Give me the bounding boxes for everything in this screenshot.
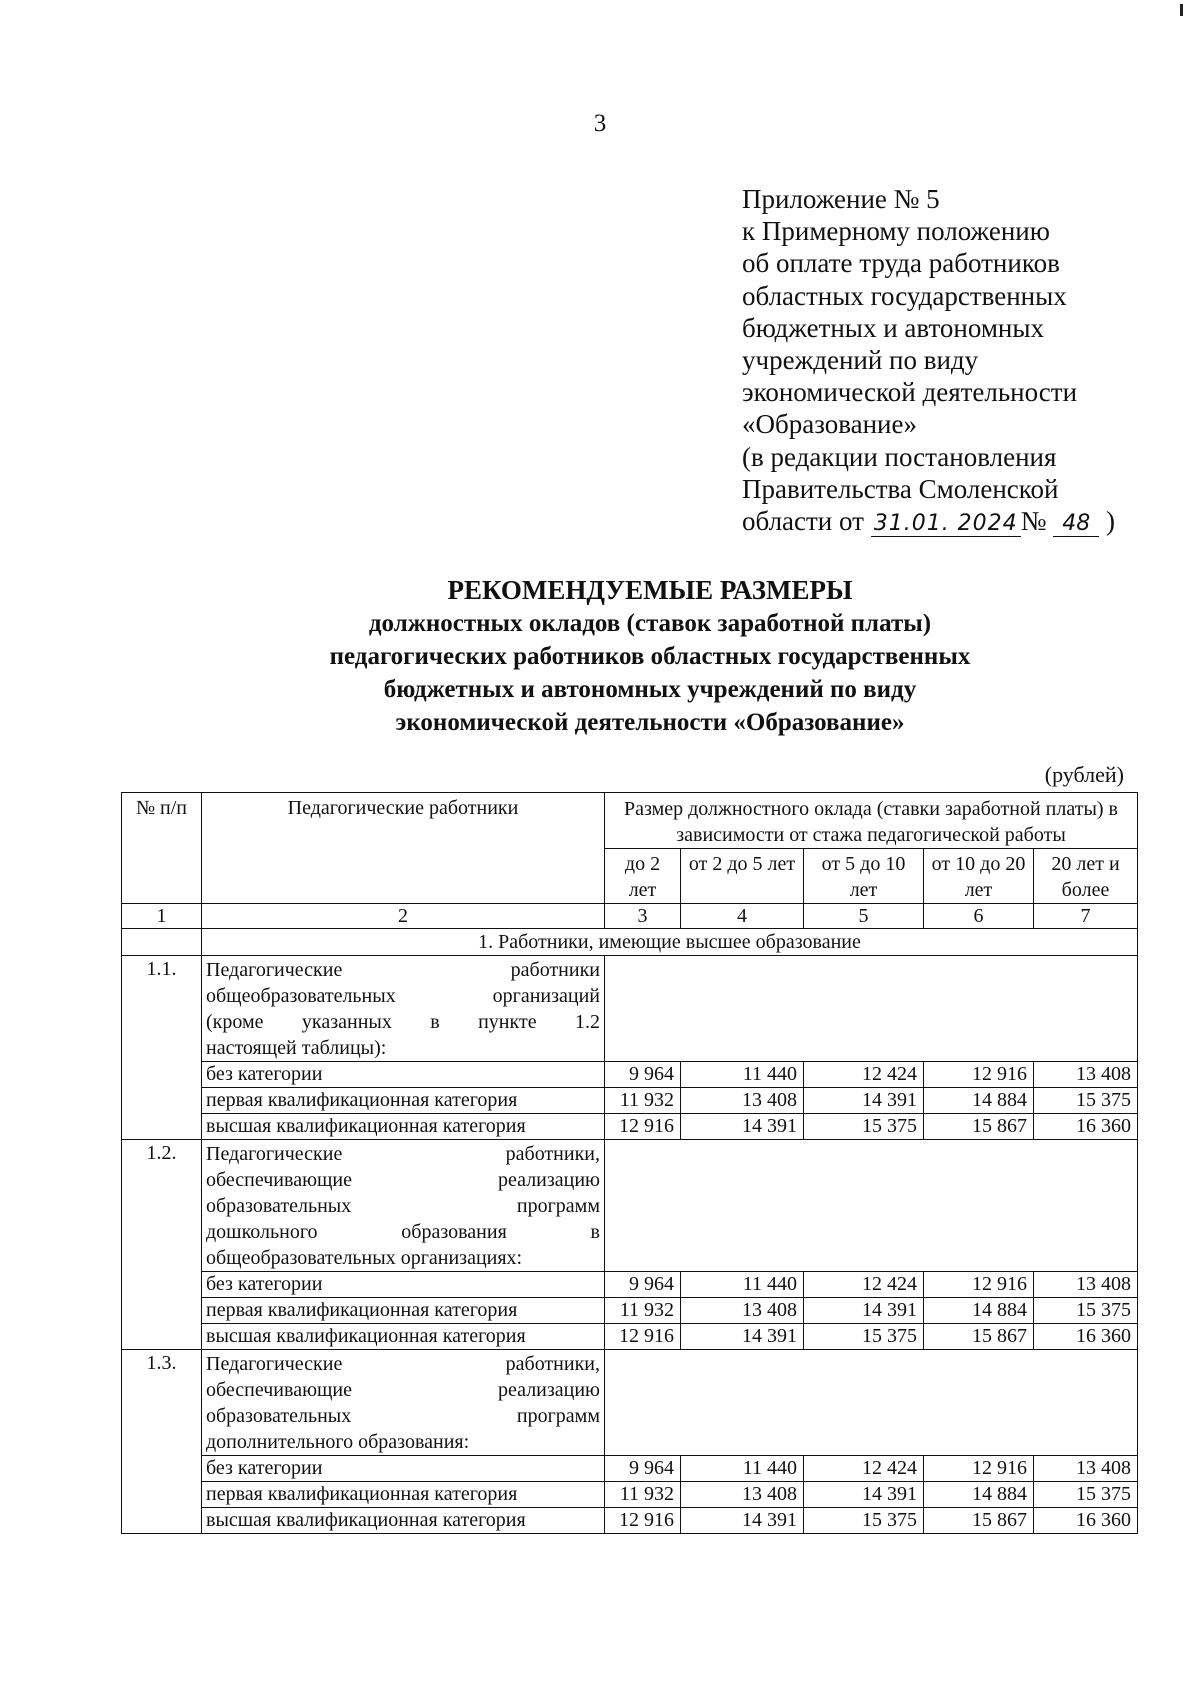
appendix-line: экономической деятельности (742, 377, 1078, 408)
salary-value-cell: 16 360 (1034, 1508, 1138, 1534)
page-number: 3 (593, 110, 607, 137)
appendix-line: учреждений по виду (742, 345, 979, 376)
group-label-line: обеспечивающие реализацию (206, 1379, 600, 1401)
salary-value-cell: 14 391 (681, 1508, 804, 1534)
closing-paren: ) (1105, 506, 1115, 537)
salary-value-cell: 14 391 (804, 1482, 924, 1508)
group-label-line: Педагогические работники (206, 959, 600, 981)
group-label (202, 956, 605, 1062)
salary-value-cell: 12 424 (804, 1272, 924, 1298)
category-cell: первая квалификационная категория (202, 1298, 605, 1324)
salary-value-cell: 11 932 (605, 1482, 681, 1508)
salary-value-cell: 15 375 (804, 1114, 924, 1140)
column-number: 5 (804, 904, 924, 929)
salary-value-cell: 14 884 (924, 1482, 1034, 1508)
salary-value-cell: 12 424 (804, 1062, 924, 1088)
header-experience: до 2 лет (605, 849, 681, 904)
group-label-line: дополнительного образования: (206, 1431, 470, 1453)
appendix-line: об оплате труда работников (742, 248, 1060, 279)
group-label-line: дошкольного образования в (206, 1221, 600, 1243)
salary-value-cell: 11 932 (605, 1298, 681, 1324)
salary-value-cell: 15 375 (1034, 1482, 1138, 1508)
salary-value-cell: 15 867 (924, 1114, 1034, 1140)
table-row (122, 1324, 1138, 1350)
header-workers: Педагогические работники (202, 793, 605, 904)
column-number: 3 (605, 904, 681, 929)
salary-value-cell: 9 964 (605, 1062, 681, 1088)
appendix-line: Правительства Смоленской (742, 473, 1059, 504)
handwritten-number: 48 (1053, 512, 1099, 537)
salary-value-cell: 13 408 (681, 1482, 804, 1508)
salary-value-cell: 12 916 (924, 1062, 1034, 1088)
table-row (122, 1482, 1138, 1508)
category-cell: высшая квалификационная категория (202, 1324, 605, 1350)
appendix-line: Приложение № 5 (742, 184, 940, 214)
header-experience: от 10 до 20 лет (924, 849, 1034, 904)
group-label-line: обеспечивающие реализацию (206, 1169, 600, 1191)
category-cell: без категории (202, 1456, 605, 1482)
handwritten-date: 31.01. 2024 (871, 512, 1021, 537)
group-header-row (122, 1350, 1138, 1456)
column-number: 7 (1034, 904, 1138, 929)
group-label-line: (кроме указанных в пункте 1.2 (206, 1011, 600, 1033)
salary-value-cell: 15 375 (1034, 1088, 1138, 1114)
group-label-line: настоящей таблицы): (206, 1037, 387, 1059)
group-label-line: общеобразовательных организаций (206, 985, 600, 1007)
salary-value-cell: 14 884 (924, 1088, 1034, 1114)
table-row (122, 1456, 1138, 1482)
group-number: 1.3. (122, 1350, 202, 1534)
salary-value-cell: 13 408 (1034, 1456, 1138, 1482)
salary-value-cell: 13 408 (1034, 1272, 1138, 1298)
salary-value-cell: 12 916 (605, 1508, 681, 1534)
salary-value-cell: 11 440 (681, 1456, 804, 1482)
group-label (202, 1350, 605, 1456)
group-label-line: образовательных программ (206, 1405, 600, 1427)
group-label-line: Педагогические работники, (206, 1143, 600, 1165)
section-row (122, 929, 1138, 956)
appendix-line: «Образование» (742, 409, 917, 440)
salary-value-cell: 9 964 (605, 1456, 681, 1482)
table-row (122, 1088, 1138, 1114)
document-title (0, 574, 1200, 739)
group-header-row (122, 956, 1138, 1062)
header-salary-size: Размер должностного оклада (ставки заработной платы) в зависимости от стажа педагогической работы (605, 793, 1138, 849)
table-row (122, 1298, 1138, 1324)
appendix-prefix: области от (742, 506, 864, 537)
column-number: 4 (681, 904, 804, 929)
salary-value-cell: 11 440 (681, 1272, 804, 1298)
salary-value-cell: 12 424 (804, 1456, 924, 1482)
table-row (122, 1114, 1138, 1140)
appendix-line: областных государственных (742, 280, 1067, 311)
page-edge-mark (1180, 4, 1183, 16)
category-cell: без категории (202, 1062, 605, 1088)
header-experience: от 2 до 5 лет (681, 849, 804, 904)
salary-value-cell: 15 867 (924, 1508, 1034, 1534)
salary-value-cell: 14 391 (681, 1324, 804, 1350)
salary-value-cell: 12 916 (605, 1324, 681, 1350)
salary-value-cell: 15 375 (1034, 1298, 1138, 1324)
group-label (202, 1140, 605, 1272)
group-label-line: образовательных программ (206, 1195, 600, 1217)
salary-value-cell: 14 391 (804, 1088, 924, 1114)
title-sub-line: должностных окладов (ставок заработной платы) (368, 610, 932, 637)
column-numbering-row (122, 904, 1138, 929)
salary-value-cell: 14 884 (924, 1298, 1034, 1324)
category-cell: высшая квалификационная категория (202, 1114, 605, 1140)
title-sub-line: экономической деятельности «Образование» (395, 709, 905, 736)
salary-value-cell: 9 964 (605, 1272, 681, 1298)
salary-value-cell: 12 916 (605, 1114, 681, 1140)
appendix-last-line (742, 505, 1182, 537)
section-title: 1. Работники, имеющие высшее образование (202, 929, 1138, 956)
category-cell: высшая квалификационная категория (202, 1508, 605, 1534)
table-row (122, 1272, 1138, 1298)
group-label-line: общеобразовательных организациях: (206, 1247, 523, 1269)
header-experience: от 5 до 10 лет (804, 849, 924, 904)
group-header-row (122, 1140, 1138, 1272)
salary-value-cell: 15 867 (924, 1324, 1034, 1350)
salary-value-cell: 12 916 (924, 1456, 1034, 1482)
unit-label: (рублей) (1044, 762, 1124, 787)
salary-value-cell: 16 360 (1034, 1114, 1138, 1140)
category-cell: без категории (202, 1272, 605, 1298)
column-number: 1 (122, 904, 202, 929)
title-sub-line: бюджетных и автономных учреждений по виду (383, 676, 917, 703)
group-number: 1.2. (122, 1140, 202, 1350)
salary-table (121, 792, 1138, 1534)
appendix-header (742, 183, 1182, 537)
salary-value-cell: 14 391 (681, 1114, 804, 1140)
appendix-line: (в редакции постановления (742, 441, 1057, 472)
appendix-line: бюджетных и автономных (742, 312, 1045, 343)
salary-value-cell: 13 408 (1034, 1062, 1138, 1088)
salary-value-cell: 13 408 (681, 1298, 804, 1324)
salary-value-cell: 16 360 (1034, 1324, 1138, 1350)
column-number: 2 (202, 904, 605, 929)
table-body (122, 904, 1138, 1534)
group-blank-cell (605, 1140, 1138, 1272)
salary-value-cell: 14 391 (804, 1298, 924, 1324)
appendix-line: к Примерному положению (742, 216, 1050, 247)
salary-value-cell: 11 440 (681, 1062, 804, 1088)
salary-value-cell: 11 932 (605, 1088, 681, 1114)
title-main: РЕКОМЕНДУЕМЫЕ РАЗМЕРЫ (447, 575, 853, 605)
header-number: № п/п (122, 793, 202, 904)
category-cell: первая квалификационная категория (202, 1088, 605, 1114)
group-blank-cell (605, 1350, 1138, 1456)
salary-value-cell: 13 408 (681, 1088, 804, 1114)
header-experience: 20 лет и более (1034, 849, 1138, 904)
table-row (122, 1508, 1138, 1534)
group-blank-cell (605, 956, 1138, 1062)
group-label-line: Педагогические работники, (206, 1353, 600, 1375)
salary-value-cell: 15 375 (804, 1324, 924, 1350)
salary-value-cell: 15 375 (804, 1508, 924, 1534)
number-sign: № (1020, 506, 1047, 537)
category-cell: первая квалификационная категория (202, 1482, 605, 1508)
title-sub-line: педагогических работников областных государственных (329, 643, 971, 670)
salary-value-cell: 12 916 (924, 1272, 1034, 1298)
section-spacer (122, 929, 202, 956)
column-number: 6 (924, 904, 1034, 929)
table-row (122, 1062, 1138, 1088)
group-number: 1.1. (122, 956, 202, 1140)
